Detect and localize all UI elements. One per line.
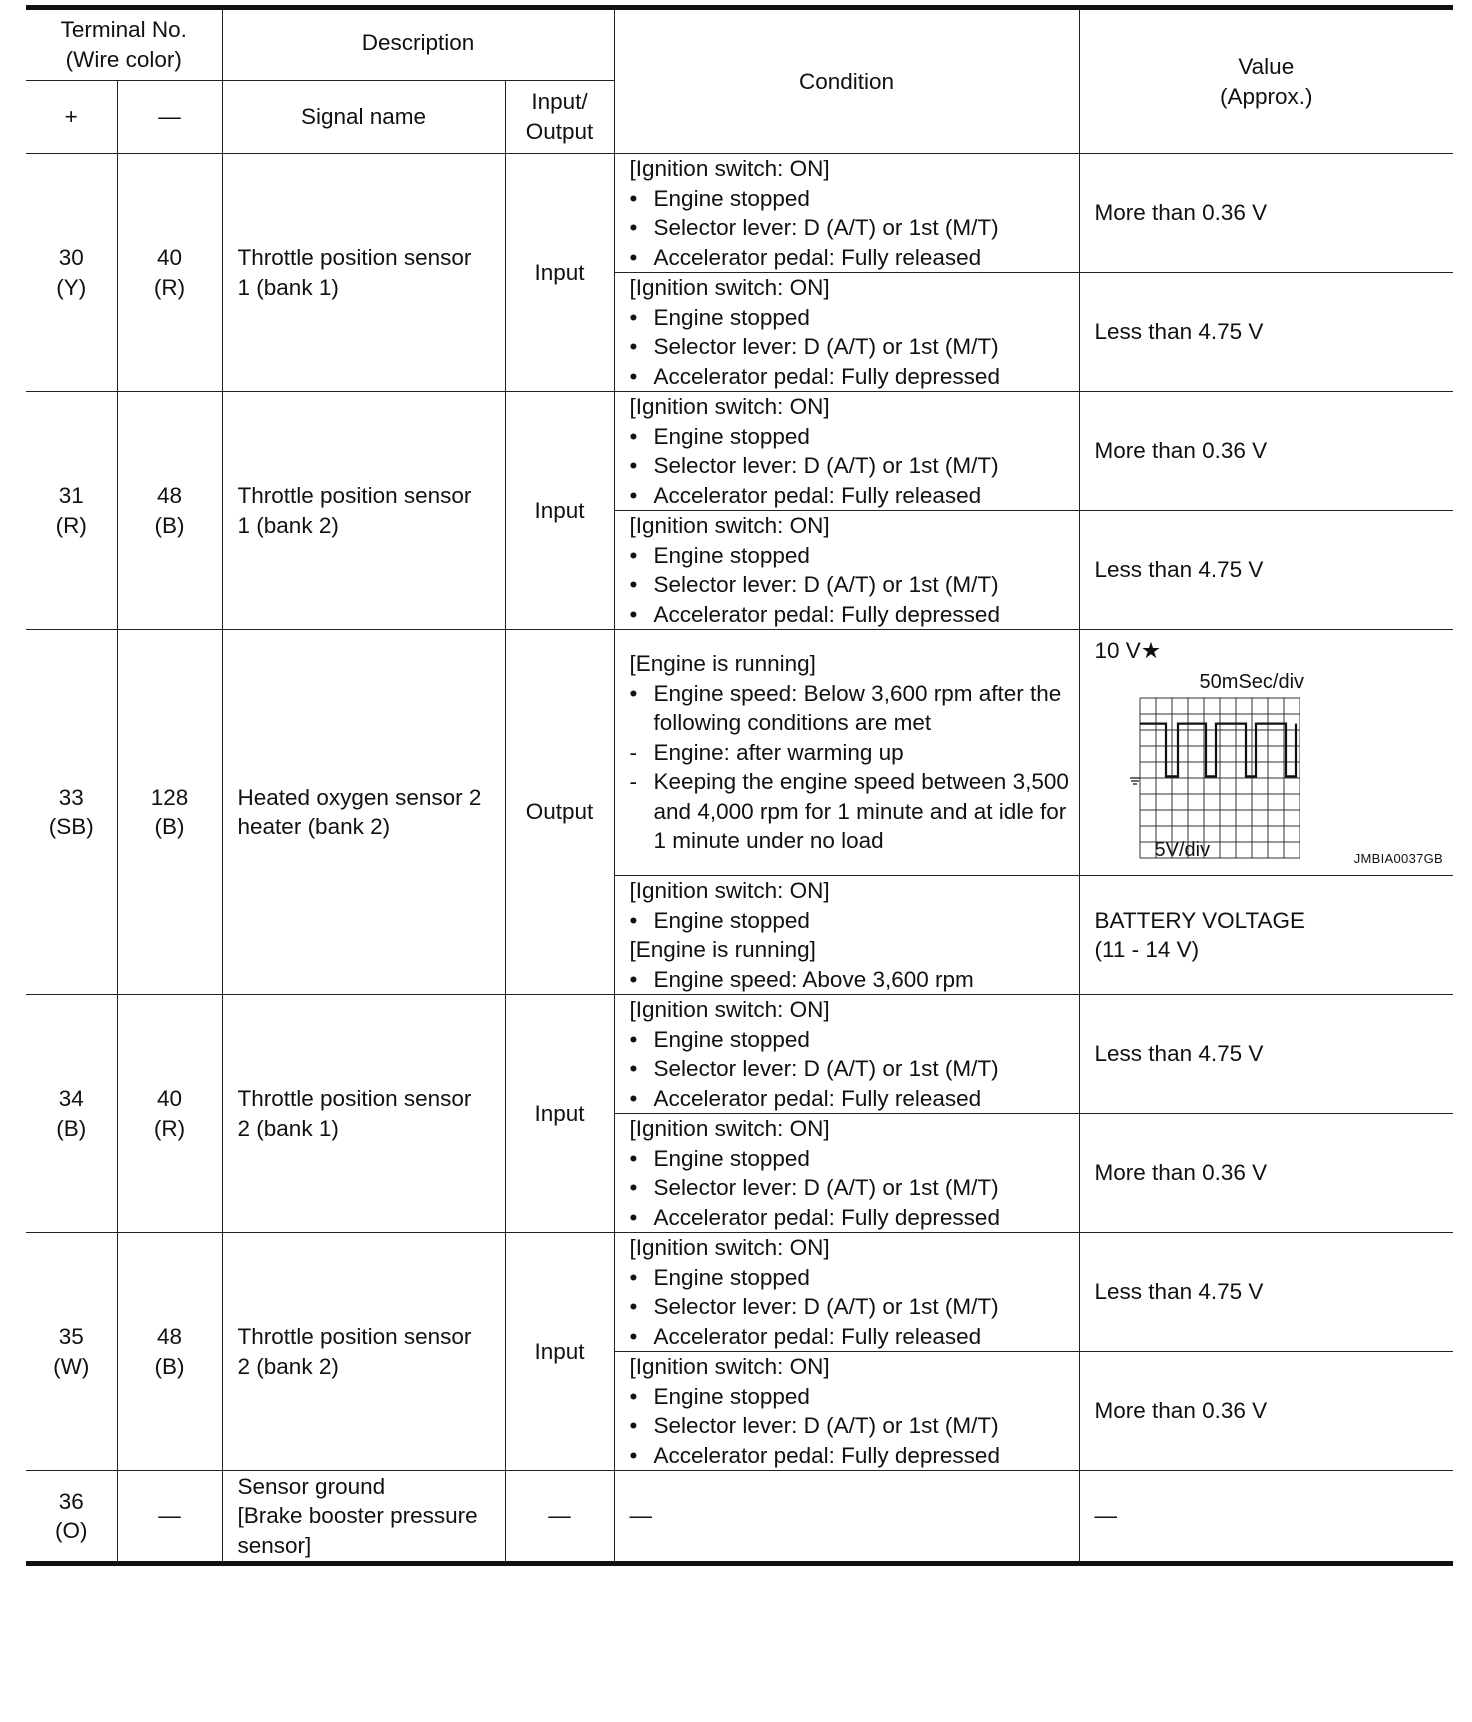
bullet-marker: •: [629, 1085, 638, 1111]
table-row: [26, 630, 1453, 876]
minus-terminal-number: 40: [156, 245, 183, 270]
condition-text: Engine stopped: [653, 423, 810, 449]
header-description: Description: [222, 8, 614, 81]
condition-text: Selector lever: D (A/T) or 1st (M/T): [653, 1294, 999, 1319]
condition-bullet-item: [630, 541, 1073, 571]
condition-text: Selector lever: D (A/T) or 1st (M/T): [653, 453, 999, 478]
condition-text: Selector lever: D (A/T) or 1st (M/T): [653, 1413, 999, 1438]
table-row: [26, 392, 1453, 511]
signal-name-line: 2 (bank 2): [237, 1353, 339, 1379]
condition-cell: [614, 1114, 1079, 1233]
scope-voltage-label: 10 V★: [1094, 638, 1161, 663]
plus-terminal-number: 34: [58, 1086, 84, 1111]
scope-waveform-graphic: [1130, 696, 1300, 861]
condition-bullet-item: [630, 1084, 1073, 1114]
signal-name-line: heater (bank 2): [237, 814, 391, 839]
signal-name-cell: [222, 1471, 505, 1564]
scope-time-div-label: 50mSec/div: [1199, 671, 1305, 693]
minus-terminal-number: 128: [150, 784, 189, 810]
plus-terminal-cell: [26, 630, 117, 995]
plus-wire-color: (W): [53, 1353, 90, 1379]
signal-name-line: sensor]: [237, 1532, 312, 1558]
value-line: BATTERY VOLTAGE: [1094, 907, 1306, 933]
header-io-line-2: Output: [525, 119, 594, 144]
io-cell: Input: [505, 995, 614, 1233]
bullet-marker: •: [629, 453, 638, 478]
value-cell: Less than 4.75 V: [1079, 1233, 1453, 1352]
table-row: [26, 995, 1453, 1114]
condition-text: Engine stopped: [653, 1026, 810, 1052]
header-minus: —: [117, 81, 222, 154]
minus-terminal-cell: [117, 1471, 222, 1564]
condition-bullet-item: [630, 1322, 1073, 1352]
condition-bullet-item: [630, 1054, 1073, 1084]
signal-name-line: Throttle position sensor: [237, 1086, 472, 1111]
plus-terminal-cell: [26, 154, 117, 392]
signal-name-line: Throttle position sensor: [237, 1324, 472, 1349]
condition-text: Engine stopped: [653, 1383, 810, 1409]
condition-title: [Ignition switch: ON]: [629, 1235, 830, 1260]
condition-bullet-item: [630, 965, 1073, 995]
bullet-marker: •: [629, 1026, 638, 1052]
signal-name-line: 2 (bank 1): [237, 1115, 339, 1141]
scope-volt-div-label: 5V/div: [1154, 839, 1211, 861]
minus-wire-color: (R): [153, 274, 186, 300]
bullet-marker: •: [629, 244, 638, 270]
signal-name-cell: [222, 995, 505, 1233]
signal-name-cell: [222, 154, 505, 392]
condition-cell: [614, 630, 1079, 876]
bullet-marker: •: [629, 1264, 638, 1290]
bullet-marker: •: [629, 363, 638, 389]
condition-text: Accelerator pedal: Fully released: [653, 1085, 982, 1111]
condition-bullet-item: [630, 1441, 1073, 1471]
condition-title: [Ignition switch: ON]: [629, 997, 830, 1022]
condition-bullet-item: [630, 481, 1073, 511]
plus-terminal-number: 36: [58, 1488, 84, 1514]
condition-text: Engine speed: Below 3,600 rpm after the following conditions are met: [653, 680, 1062, 736]
condition-text: Selector lever: D (A/T) or 1st (M/T): [653, 215, 999, 240]
header-row-1: [26, 8, 1453, 81]
bullet-marker: •: [629, 215, 638, 240]
condition-cell: [614, 1233, 1079, 1352]
plus-terminal-number: 30: [58, 245, 84, 270]
condition-cell: —: [614, 1471, 1079, 1564]
scope-figure-code: JMBIA0037GB: [1353, 851, 1444, 866]
plus-terminal-cell: [26, 995, 117, 1233]
minus-terminal-cell: [117, 995, 222, 1233]
bullet-marker: •: [629, 1204, 638, 1230]
minus-terminal-number: 40: [156, 1086, 183, 1111]
condition-cell: [614, 154, 1079, 273]
condition-bullet-item: [630, 362, 1073, 392]
condition-text: Engine speed: Above 3,600 rpm: [653, 966, 974, 992]
condition-title: [Ignition switch: ON]: [629, 1354, 830, 1379]
table-row: [26, 1471, 1453, 1564]
bullet-marker: •: [629, 1383, 638, 1409]
table-row: [26, 154, 1453, 273]
plus-terminal-cell: [26, 1471, 117, 1564]
condition-bullet-item: [630, 184, 1073, 214]
bullet-marker: •: [629, 1145, 638, 1171]
header-terminal: [26, 8, 222, 81]
condition-text: Accelerator pedal: Fully depressed: [653, 1204, 1000, 1230]
condition-bullet-item: [630, 332, 1073, 362]
header-plus: +: [26, 81, 117, 154]
header-approx-label: (Approx.): [1220, 83, 1313, 109]
value-cell: More than 0.36 V: [1079, 1352, 1453, 1471]
plus-wire-color: (R): [55, 512, 87, 538]
value-cell: Less than 4.75 V: [1079, 273, 1453, 392]
bullet-marker: •: [629, 1175, 638, 1200]
signal-name-line: Throttle position sensor: [237, 483, 472, 508]
condition-text: Selector lever: D (A/T) or 1st (M/T): [653, 1056, 999, 1081]
table-row: [26, 1233, 1453, 1352]
signal-name-cell: [222, 1233, 505, 1471]
minus-wire-color: (B): [154, 512, 185, 538]
bullet-marker: •: [629, 1323, 638, 1349]
value-cell: Less than 4.75 V: [1079, 995, 1453, 1114]
minus-terminal-cell: [117, 1233, 222, 1471]
signal-name-line: Throttle position sensor: [237, 245, 472, 270]
terminal-table: [26, 5, 1453, 1566]
condition-text: Selector lever: D (A/T) or 1st (M/T): [653, 1175, 999, 1200]
condition-text: Engine stopped: [653, 1145, 810, 1171]
condition-title: [Ignition switch: ON]: [629, 878, 830, 903]
signal-name-line: Sensor ground: [237, 1473, 386, 1499]
minus-terminal-number: —: [158, 1503, 181, 1529]
value-cell: [1079, 876, 1453, 995]
condition-bullet-item: [630, 1173, 1073, 1203]
plus-wire-color: (Y): [56, 274, 87, 300]
value-scope-cell: [1079, 630, 1453, 876]
plus-terminal-number: 33: [58, 784, 84, 810]
bullet-marker: •: [629, 572, 638, 597]
condition-bullet-item: [630, 451, 1073, 481]
oscilloscope-figure: [1080, 630, 1454, 868]
minus-wire-color: (B): [154, 1353, 185, 1379]
io-cell: Output: [505, 630, 614, 995]
value-line: (11 - 14 V): [1094, 937, 1200, 962]
condition-text: Engine stopped: [653, 542, 810, 568]
condition-bullet-item: [630, 303, 1073, 333]
dash-marker: -: [629, 769, 638, 795]
bullet-marker: •: [629, 423, 638, 449]
condition-text: Accelerator pedal: Fully depressed: [653, 601, 1000, 627]
condition-text: Accelerator pedal: Fully released: [653, 482, 982, 508]
condition-text: Selector lever: D (A/T) or 1st (M/T): [653, 334, 999, 359]
condition-cell: [614, 876, 1079, 995]
signal-name-line: Heated oxygen sensor 2: [237, 784, 482, 810]
header-terminal-label: Terminal No.: [60, 17, 187, 42]
condition-bullet-item: [630, 213, 1073, 243]
condition-bullet-item: [630, 1263, 1073, 1293]
condition-title: [Ignition switch: ON]: [629, 513, 830, 538]
bullet-marker: •: [629, 1413, 638, 1438]
condition-bullet-item: [630, 1025, 1073, 1055]
plus-wire-color: (B): [56, 1115, 87, 1141]
minus-terminal-cell: [117, 154, 222, 392]
condition-bullet-item: [630, 243, 1073, 273]
condition-bullet-item: [630, 1382, 1073, 1412]
bullet-marker: •: [629, 482, 638, 508]
dash-marker: -: [629, 739, 638, 765]
condition-dash-item: [630, 767, 1073, 856]
bullet-marker: •: [629, 185, 638, 211]
plus-terminal-cell: [26, 1233, 117, 1471]
signal-name-cell: [222, 630, 505, 995]
plus-wire-color: (SB): [48, 814, 94, 839]
io-cell: Input: [505, 154, 614, 392]
condition-title: [Engine is running]: [629, 937, 816, 962]
condition-cell: [614, 1352, 1079, 1471]
condition-text: Engine stopped: [653, 907, 810, 933]
header-signal-name: Signal name: [222, 81, 505, 154]
condition-bullet-item: [630, 906, 1073, 936]
signal-name-line: 1 (bank 2): [237, 512, 339, 538]
condition-bullet-item: [630, 1144, 1073, 1174]
condition-text: Accelerator pedal: Fully released: [653, 244, 982, 270]
header-condition: Condition: [614, 8, 1079, 154]
bullet-marker: •: [629, 304, 638, 330]
minus-wire-color: (R): [153, 1115, 186, 1141]
terminal-table-page: [26, 5, 1453, 1566]
condition-bullet-item: [630, 679, 1073, 738]
condition-bullet-item: [630, 1292, 1073, 1322]
condition-text: Selector lever: D (A/T) or 1st (M/T): [653, 572, 999, 597]
condition-cell: [614, 511, 1079, 630]
condition-title: [Ignition switch: ON]: [629, 275, 830, 300]
value-cell: More than 0.36 V: [1079, 154, 1453, 273]
minus-terminal-cell: [117, 392, 222, 630]
condition-bullet-item: [630, 1203, 1073, 1233]
signal-name-line: [Brake booster pressure: [237, 1503, 478, 1529]
condition-bullet-item: [630, 1411, 1073, 1441]
signal-name-cell: [222, 392, 505, 630]
condition-cell: [614, 392, 1079, 511]
plus-terminal-cell: [26, 392, 117, 630]
condition-cell: [614, 995, 1079, 1114]
bullet-marker: •: [629, 966, 638, 992]
condition-text: Accelerator pedal: Fully depressed: [653, 363, 1000, 389]
bullet-marker: •: [629, 680, 638, 706]
condition-text: Accelerator pedal: Fully released: [653, 1323, 982, 1349]
condition-cell: [614, 273, 1079, 392]
condition-text: Engine stopped: [653, 1264, 810, 1290]
plus-terminal-number: 35: [58, 1324, 84, 1349]
condition-bullet-item: [630, 600, 1073, 630]
minus-terminal-number: 48: [156, 483, 183, 508]
io-cell: —: [505, 1471, 614, 1564]
condition-title: [Ignition switch: ON]: [629, 394, 830, 419]
condition-bullet-item: [630, 422, 1073, 452]
bullet-marker: •: [629, 601, 638, 627]
value-cell: Less than 4.75 V: [1079, 511, 1453, 630]
io-cell: Input: [505, 392, 614, 630]
io-cell: Input: [505, 1233, 614, 1471]
condition-title: [Engine is running]: [629, 651, 816, 677]
condition-dash-item: [630, 738, 1073, 768]
scope-waveform-line: [1140, 724, 1296, 777]
condition-text: Engine stopped: [653, 185, 810, 211]
bullet-marker: •: [629, 542, 638, 568]
signal-name-line: 1 (bank 1): [237, 274, 339, 300]
ground-symbol-icon: [1130, 778, 1140, 784]
bullet-marker: •: [629, 1056, 638, 1081]
plus-wire-color: (O): [55, 1518, 88, 1543]
condition-bullet-item: [630, 570, 1073, 600]
bullet-marker: •: [629, 1442, 638, 1468]
bullet-marker: •: [629, 1294, 638, 1319]
condition-title: [Ignition switch: ON]: [629, 156, 830, 181]
minus-wire-color: (B): [154, 814, 185, 839]
condition-text: Engine stopped: [653, 304, 810, 330]
header-io: [505, 81, 614, 154]
header-value: [1079, 8, 1453, 154]
bullet-marker: •: [629, 334, 638, 359]
plus-terminal-number: 31: [58, 483, 84, 508]
condition-text: Accelerator pedal: Fully depressed: [653, 1442, 1000, 1468]
minus-terminal-number: 48: [156, 1324, 183, 1349]
condition-text: Engine: after warming up: [653, 739, 904, 765]
condition-text: Keeping the engine speed between 3,500 and 4,000 rpm for 1 minute and at idle for 1 minute under no load: [653, 769, 1069, 854]
value-cell: —: [1079, 1471, 1453, 1564]
value-cell: More than 0.36 V: [1079, 392, 1453, 511]
minus-terminal-cell: [117, 630, 222, 995]
header-value-label: Value: [1238, 53, 1295, 79]
header-io-line-1: Input/: [531, 89, 588, 114]
condition-title: [Ignition switch: ON]: [629, 1116, 830, 1141]
header-wire-color-label: (Wire color): [65, 47, 182, 72]
value-cell: More than 0.36 V: [1079, 1114, 1453, 1233]
bullet-marker: •: [629, 907, 638, 933]
